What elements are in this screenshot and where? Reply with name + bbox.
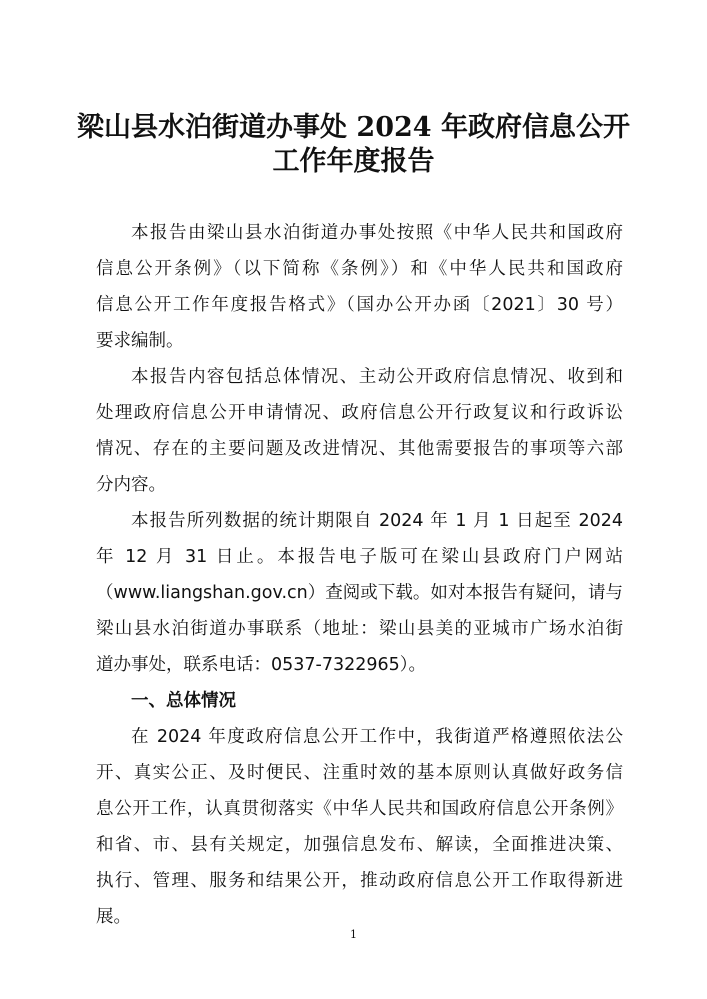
paragraph-line: 展。 xyxy=(96,907,131,927)
paragraph-line: 处理政府信息公开申请情况、政府信息公开行政复议和行政诉讼 xyxy=(96,403,623,423)
document-body xyxy=(96,215,623,935)
paragraph-line: 要求编制。 xyxy=(96,331,184,351)
paragraph-line: 和省、市、县有关规定，加强信息发布、解读，全面推进决策、 xyxy=(96,835,623,855)
paragraph-line: 息公开工作，认真贯彻落实《中华人民共和国政府信息公开条例》 xyxy=(96,799,623,819)
document-title-line-1: 梁山县水泊街道办事处 2024 年政府信息公开 xyxy=(77,112,630,143)
paragraph-line: 本报告所列数据的统计期限自 2024 年 1 月 1 日起至 2024 xyxy=(131,511,623,531)
paragraph-line: 分内容。 xyxy=(96,475,166,495)
paragraph-line: 道办事处，联系电话：0537-7322965）。 xyxy=(96,655,427,675)
paragraph-contents xyxy=(96,359,623,503)
paragraph-line: 情况、存在的主要问题及改进情况、其他需要报告的事项等六部 xyxy=(96,439,623,459)
paragraph-line: 年 12 月 31 日止。本报告电子版可在梁山县政府门户网站 xyxy=(96,547,623,567)
page-number: 1 xyxy=(350,928,357,941)
document-title-line-2: 工作年度报告 xyxy=(272,146,435,177)
section-heading-overview: 一、总体情况 xyxy=(131,691,236,711)
paragraph-line: 信息公开条例》（以下简称《条例》）和《中华人民共和国政府 xyxy=(96,259,623,279)
paragraph-line: 在 2024 年度政府信息公开工作中，我街道严格遵照依法公 xyxy=(131,727,623,747)
paragraph-intro xyxy=(96,215,623,359)
paragraph-overview xyxy=(96,719,623,935)
paragraph-line: 开、真实公正、及时便民、注重时效的基本原则认真做好政务信 xyxy=(96,763,623,783)
paragraph-line: （www.liangshan.gov.cn）查阅或下载。如对本报告有疑问，请与 xyxy=(96,583,623,603)
paragraph-line: 本报告内容包括总体情况、主动公开政府信息情况、收到和 xyxy=(131,367,623,387)
paragraph-line: 信息公开工作年度报告格式》（国办公开办函〔2021〕30 号） xyxy=(96,295,623,315)
paragraph-line: 梁山县水泊街道办事联系（地址：梁山县美的亚城市广场水泊街 xyxy=(96,619,623,639)
paragraph-line: 执行、管理、服务和结果公开，推动政府信息公开工作取得新进 xyxy=(96,871,623,891)
paragraph-period-and-contact xyxy=(96,503,623,683)
paragraph-line: 本报告由梁山县水泊街道办事处按照《中华人民共和国政府 xyxy=(131,223,623,243)
